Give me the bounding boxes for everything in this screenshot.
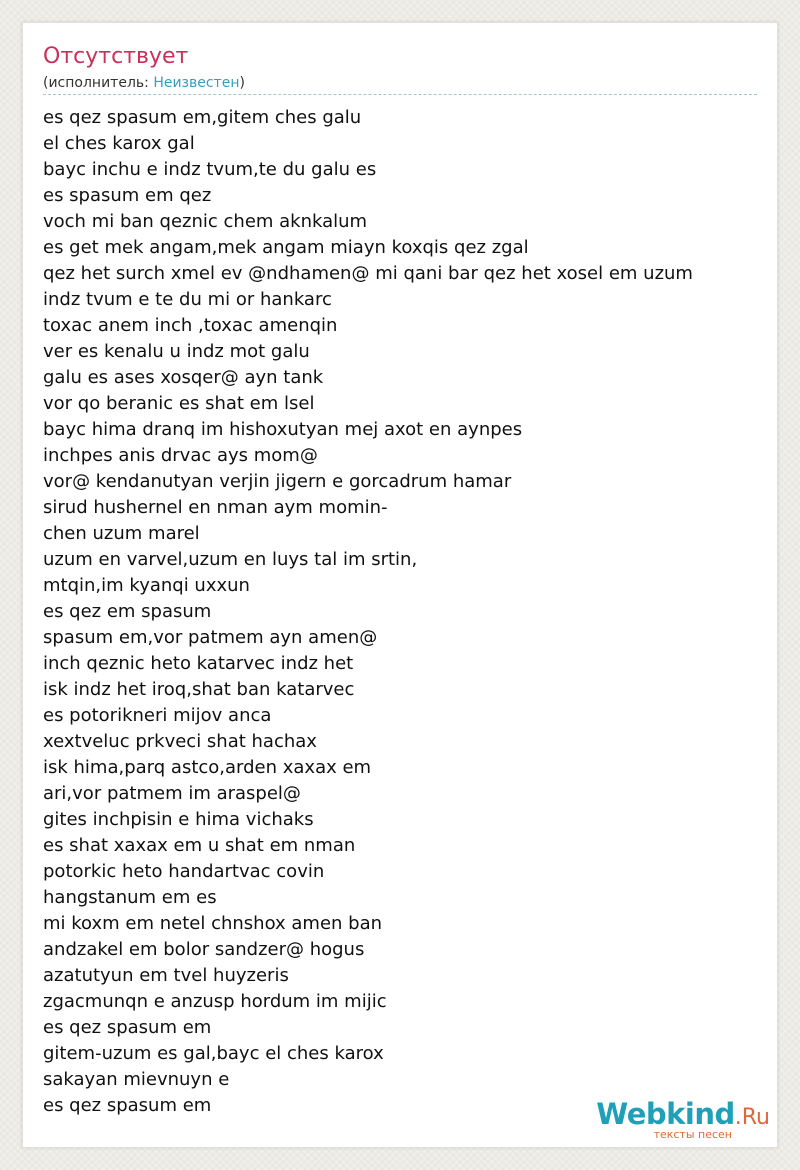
lyrics-card bbox=[22, 22, 778, 1148]
lyric-line: potorkic heto handartvac covin bbox=[43, 861, 325, 882]
artist-line bbox=[43, 74, 245, 92]
logo-name: Webkind bbox=[596, 1097, 735, 1131]
lyric-line: vor qo beranic es shat em lsel bbox=[43, 393, 315, 414]
lyric-line: es qez spasum em bbox=[43, 1095, 212, 1116]
lyric-line: azatutyun em tvel huyzeris bbox=[43, 965, 289, 986]
lyric-line: inch qeznic heto katarvec indz het bbox=[43, 653, 354, 674]
lyric-line: sirud hushernel en nman aym momin- bbox=[43, 497, 388, 518]
song-title: Отсутствует bbox=[43, 44, 189, 69]
artist-prefix: (исполнитель: bbox=[43, 75, 154, 91]
lyric-line: indz tvum e te du mi or hankarc bbox=[43, 289, 332, 310]
lyric-line: toxac anem inch ,toxac amenqin bbox=[43, 315, 338, 336]
lyric-line: uzum en varvel,uzum en luys tal im srtin, bbox=[43, 549, 418, 570]
logo-tld: .Ru bbox=[734, 1105, 770, 1130]
lyric-line: isk hima,parq astco,arden xaxax em bbox=[43, 757, 372, 778]
lyric-line: bayc inchu e indz tvum,te du galu es bbox=[43, 159, 377, 180]
lyric-line: chen uzum marel bbox=[43, 523, 200, 544]
webkind-logo[interactable] bbox=[580, 1099, 770, 1139]
lyric-line: es qez spasum em,gitem ches galu bbox=[43, 107, 362, 128]
lyric-line: inchpes anis drvac ays mom@ bbox=[43, 445, 318, 466]
lyric-line: gitem-uzum es gal,bayc el ches karox bbox=[43, 1043, 384, 1064]
lyric-line: es get mek angam,mek angam miayn koxqis qez zgal bbox=[43, 237, 529, 258]
lyric-line: voch mi ban qeznic chem aknkalum bbox=[43, 211, 368, 232]
lyric-line: zgacmunqn e anzusp hordum im mijic bbox=[43, 991, 387, 1012]
lyric-line: andzakel em bolor sandzer@ hogus bbox=[43, 939, 365, 960]
artist-suffix: ) bbox=[239, 75, 245, 91]
lyric-line: mtqin,im kyanqi uxxun bbox=[43, 575, 250, 596]
lyric-line: sakayan mievnuyn e bbox=[43, 1069, 230, 1090]
lyric-line: gites inchpisin e hima vichaks bbox=[43, 809, 314, 830]
lyric-line: mi koxm em netel chnshox amen ban bbox=[43, 913, 383, 934]
lyric-line: ari,vor patmem im araspel@ bbox=[43, 783, 301, 804]
lyric-line: ver es kenalu u indz mot galu bbox=[43, 341, 310, 362]
divider bbox=[43, 94, 757, 95]
lyric-line: es potorikneri mijov anca bbox=[43, 705, 272, 726]
lyric-line: spasum em,vor patmem ayn amen@ bbox=[43, 627, 378, 648]
lyrics-text bbox=[43, 105, 693, 1119]
lyric-line: es spasum em qez bbox=[43, 185, 212, 206]
lyric-line: galu es ases xosqer@ ayn tank bbox=[43, 367, 324, 388]
lyric-line: es qez em spasum bbox=[43, 601, 212, 622]
lyric-line: es qez spasum em bbox=[43, 1017, 212, 1038]
lyric-line: qez het surch xmel ev @ndhamen@ mi qani bar qez het xosel em uzum bbox=[43, 263, 693, 284]
lyric-line: hangstanum em es bbox=[43, 887, 217, 908]
lyric-line: bayc hima dranq im hishoxutyan mej axot en aynpes bbox=[43, 419, 523, 440]
lyric-line: xextveluc prkveci shat hachax bbox=[43, 731, 317, 752]
logo-tagline: тексты песен bbox=[653, 1128, 732, 1141]
lyric-line: vor@ kendanutyan verjin jigern e gorcadrum hamar bbox=[43, 471, 512, 492]
lyric-line: isk indz het iroq,shat ban katarvec bbox=[43, 679, 355, 700]
artist-link[interactable]: Неизвестен bbox=[153, 75, 240, 91]
lyric-line: el ches karox gal bbox=[43, 133, 195, 154]
lyric-line: es shat xaxax em u shat em nman bbox=[43, 835, 356, 856]
